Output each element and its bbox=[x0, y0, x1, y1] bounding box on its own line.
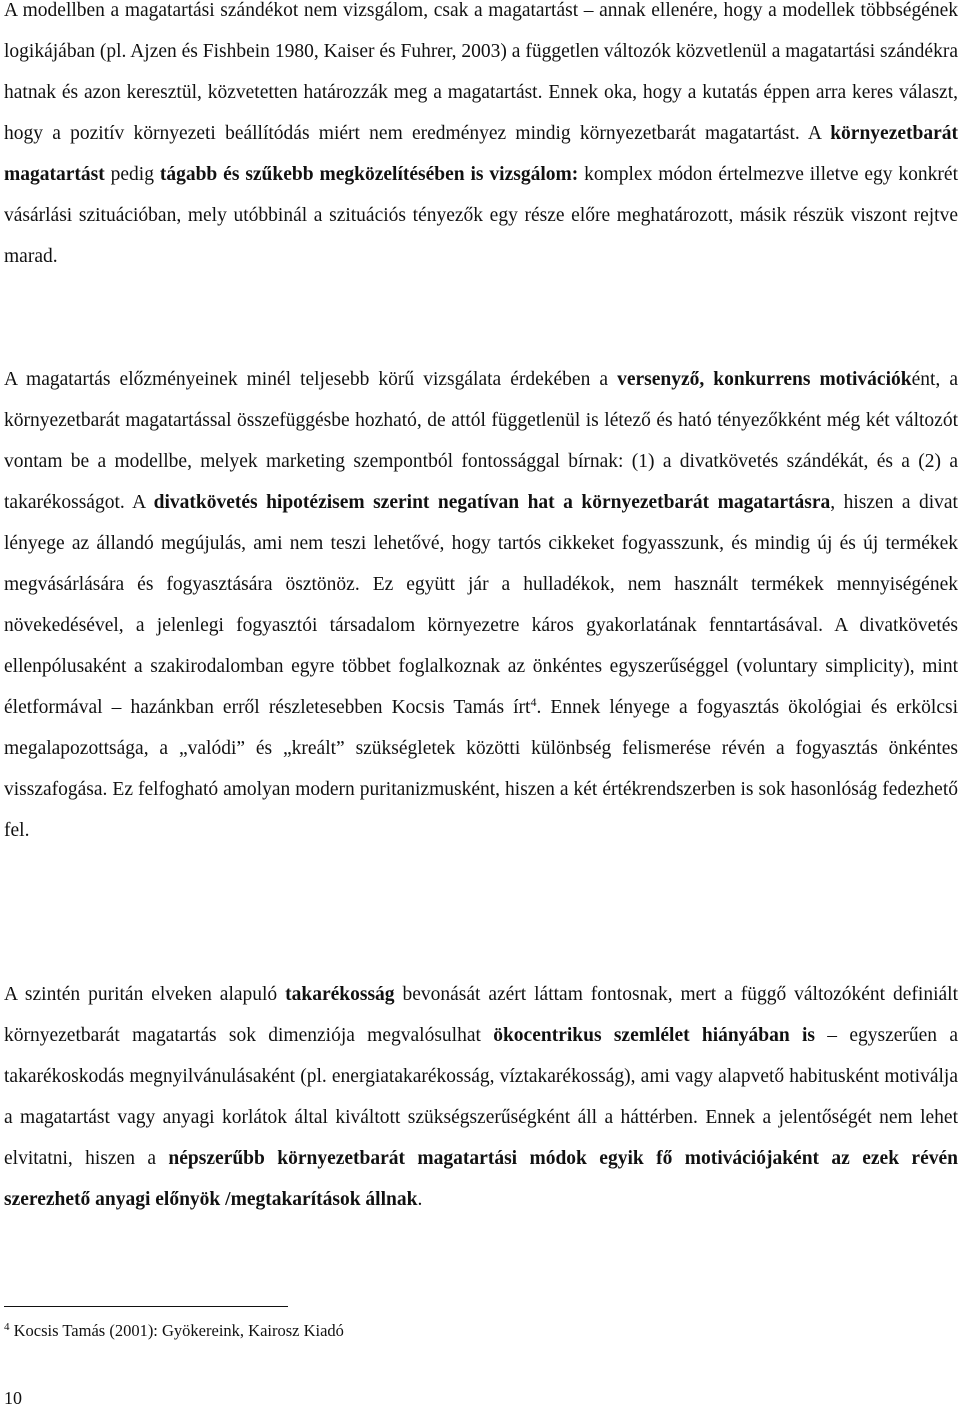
text-segment: komplex módon értelmezve illetve egy konkrét vásárlási szituációban, mely utóbbinál a szituációs tényezők egy része előre meghatározott, másik részük viszont rejtve marad. bbox=[4, 164, 958, 267]
footnote-number: 4 bbox=[4, 1321, 10, 1333]
text-segment: . bbox=[417, 1189, 423, 1210]
footnote bbox=[4, 1320, 344, 1342]
bold-phrase: takarékosság bbox=[285, 984, 395, 1005]
bold-phrase: környezetbarát magatartást bbox=[4, 123, 958, 185]
text-segment: A szintén puritán elveken alapuló bbox=[4, 984, 286, 1005]
body-paragraph-3 bbox=[4, 974, 958, 1220]
footnote-reference[interactable]: 4 bbox=[530, 695, 537, 709]
text-segment: – egyszerűen a takarékoskodás megnyilvánulásaként (pl. energiatakarékosság, víztakarékosság), ami vagy alapvető habitusként motiválja a magatartást vagy anyagi korlátok által kiváltott szükségszerűségként áll a háttérben. Ennek a jelentőségét nem lehet elvitatni, hiszen a bbox=[4, 1025, 958, 1169]
bold-phrase: népszerűbb környezetbarát magatartási módok egyik fő motivációjaként az ezek révén szerezhető anyagi előnyök /megtakarítások állnak bbox=[4, 1148, 958, 1210]
bold-phrase: divatkövetés hipotézisem szerint negatívan hat a környezetbarát magatartásra bbox=[153, 492, 831, 513]
body-paragraph-1 bbox=[4, 0, 958, 277]
text-segment: bevonását azért láttam fontosnak, mert a függő változóként definiált környezetbarát magatartás sok dimenziója megvalósulhat bbox=[4, 984, 958, 1046]
text-segment: pedig bbox=[104, 164, 160, 185]
footnote-text: Kocsis Tamás (2001): Gyökereink, Kairosz Kiadó bbox=[9, 1321, 344, 1340]
text-segment: A magatartás előzményeinek minél teljesebb körű vizsgálata érdekében a bbox=[4, 369, 618, 390]
footnote-separator bbox=[4, 1306, 288, 1307]
text-segment: , hiszen a divat lényege az állandó megújulás, ami nem teszi lehetővé, hogy tartós cikkeket fogyasszunk, és mindig új és új termékek megvásárlására és fogyasztására ösztönöz. Ez együtt jár a hulladékok, nem használt termékek mennyiségének növekedésével, a jelenlegi fogyasztói társadalom környezetre káros gyakorlatának fenntartásával. A divatkövetés ellenpólusaként a szakirodalomban egyre többet foglalkoznak az önkéntes egyszerűséggel (voluntary simplicity), mint életformával – hazánkban erről részletesebben Kocsis Tamás írt bbox=[4, 492, 958, 718]
text-segment: . Ennek lényege a fogyasztás ökológiai és erkölcsi megalapozottsága, a „valódi” és „kreált” szükségletek közötti különbség felismerése révén a fogyasztás önkéntes visszafogása. Ez felfogható amolyan modern puritanizmusként, hiszen a két értékrendszerben is sok hasonlóság fedezhető fel. bbox=[4, 697, 958, 841]
bold-phrase: tágabb és szűkebb megközelítésében is vizsgálom: bbox=[159, 164, 579, 185]
bold-phrase: ökocentrikus szemlélet hiányában is bbox=[493, 1025, 816, 1046]
page-number: 10 bbox=[4, 1388, 22, 1408]
bold-phrase: versenyző, konkurrens motivációk bbox=[617, 369, 912, 390]
text-segment: A modellben a magatartási szándékot nem vizsgálom, csak a magatartást – annak ellenére, hogy a modellek többségének logikájában (pl. Ajzen és Fishbein 1980, Kaiser és Fuhrer, 2003) a független változók közvetlenül a magatartási szándékra hatnak és azon keresztül, közvetetten határozzák meg a magatartást. Ennek oka, hogy a kutatás éppen arra keres választ, hogy a pozitív környezeti beállítódás miért nem eredményez mindig környezetbarát magatartást. A bbox=[4, 0, 958, 144]
text-segment: ént, a környezetbarát magatartással összefüggésbe hozható, de attól függetlenül is létező és ható tényezőkként még két változót vontam be a modellbe, melyek marketing szempontból fontossággal bírnak: (1) a divatkövetés szándékát, és a (2) a takarékosságot. A bbox=[4, 369, 958, 513]
body-paragraph-2 bbox=[4, 359, 958, 851]
